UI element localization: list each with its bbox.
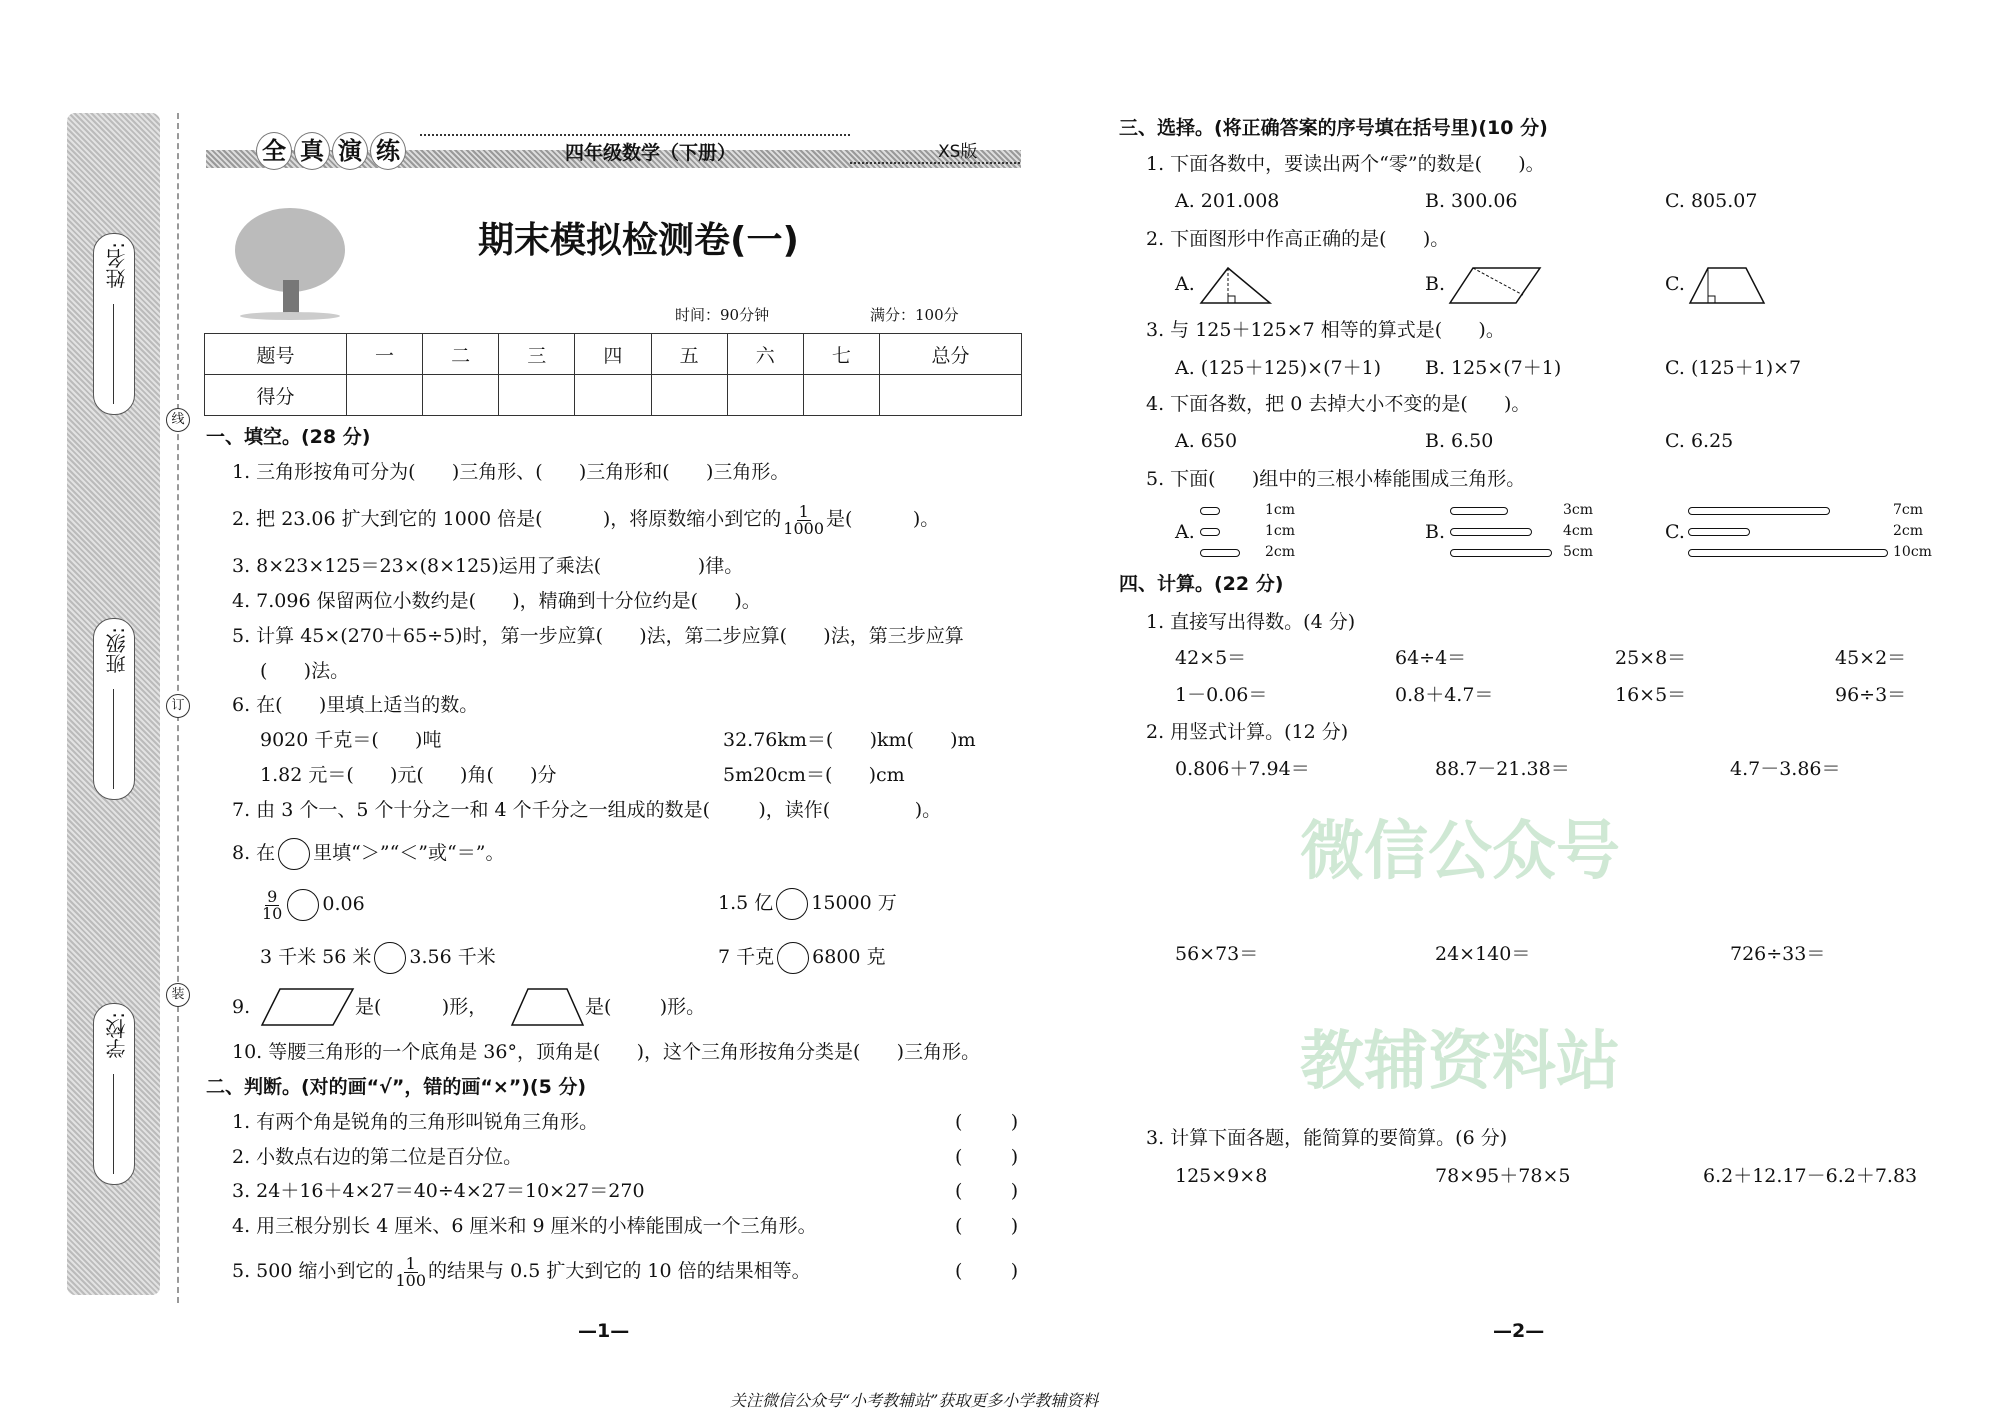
question: 1. 直接写出得数。(4 分)	[1146, 611, 1356, 633]
trapezoid-icon	[510, 987, 585, 1027]
judge-item: 5. 500 缩小到它的 $\frac{1}{100}$ 的结果与 0.5 扩大到它的 10 倍的结果相等。	[232, 1253, 811, 1290]
question: 5m20cm＝( )cm	[723, 764, 905, 786]
calc-item: 726÷33＝	[1730, 943, 1826, 965]
calc-item: 96÷3＝	[1835, 684, 1907, 706]
name-field[interactable]	[93, 233, 135, 415]
page-number: —1—	[578, 1320, 630, 1342]
question: 6. 在( )里填上适当的数。	[232, 694, 479, 716]
score-cell[interactable]	[651, 375, 727, 416]
bind-mark: 装	[166, 983, 190, 1007]
answer-paren[interactable]: ( )	[955, 1111, 1019, 1133]
option: B. 300.06	[1425, 190, 1518, 212]
calc-item: 16×5＝	[1615, 684, 1687, 706]
question: 2. 把 23.06 扩大到它的 1000 倍是( )，将原数缩小到它的 $\frac{1}{1000}$ 是( )。	[232, 501, 940, 538]
score-cell[interactable]	[727, 375, 803, 416]
score-cell[interactable]	[423, 375, 499, 416]
stick	[1688, 507, 1830, 515]
calc-item: 25×8＝	[1615, 647, 1687, 669]
cell: 总分	[879, 334, 1021, 375]
calc-item: 0.8＋4.7＝	[1395, 684, 1494, 706]
option: B. 125×(7＋1)	[1425, 357, 1562, 379]
calc-item: 24×140＝	[1435, 943, 1531, 965]
question: 3. 与 125＋125×7 相等的算式是( )。	[1146, 319, 1505, 341]
cell: 二	[423, 334, 499, 375]
bind-mark: 订	[166, 694, 190, 718]
calc-item: 88.7－21.38＝	[1435, 758, 1570, 780]
cell: 五	[651, 334, 727, 375]
judge-item: 3. 24＋16＋4×27＝40÷4×27＝10×27＝270	[232, 1180, 645, 1202]
triangle-height-figure	[1198, 265, 1273, 307]
stick-length: 10cm	[1893, 544, 1932, 560]
question: 4. 下面各数，把 0 去掉大小不变的是( )。	[1146, 393, 1531, 415]
judge-item: 1. 有两个角是锐角的三角形叫锐角三角形。	[232, 1111, 599, 1133]
calc-item: 6.2＋12.17－6.2＋7.83	[1703, 1165, 1918, 1187]
binding-sidebar	[67, 113, 160, 1295]
calc-item: 125×9×8	[1175, 1165, 1268, 1187]
question: 2. 下面图形中作高正确的是( )。	[1146, 228, 1450, 250]
answer-paren[interactable]: ( )	[955, 1180, 1019, 1202]
full-score: 满分：100分	[870, 306, 959, 324]
cell: 七	[803, 334, 879, 375]
edition: XS版	[938, 142, 978, 162]
watermark: 微信公众号	[1300, 815, 1620, 889]
calc-item: 42×5＝	[1175, 647, 1247, 669]
series-char: 全	[256, 132, 292, 170]
question: 8. 在 里填“＞”“＜”或“＝”。	[232, 836, 504, 870]
stick-length: 7cm	[1893, 502, 1924, 518]
score-cell[interactable]	[575, 375, 651, 416]
score-cell[interactable]	[803, 375, 879, 416]
option: B.	[1425, 521, 1446, 543]
stick-length: 2cm	[1265, 544, 1296, 560]
option: A.	[1175, 521, 1195, 543]
section-title: 三、选择。(将正确答案的序号填在括号里)(10 分)	[1119, 117, 1548, 139]
question: 1. 下面各数中，要读出两个“零”的数是( )。	[1146, 153, 1545, 175]
question: 32.76km＝( )km( )m	[723, 729, 976, 751]
option: A. (125＋125)×(7＋1)	[1175, 357, 1382, 379]
section-title: 一、填空。(28 分)	[206, 426, 371, 448]
question: 3. 8×23×125＝23×(8×125)运用了乘法( )律。	[232, 555, 744, 577]
judge-item: 4. 用三根分别长 4 厘米、6 厘米和 9 厘米的小棒能围成一个三角形。	[232, 1215, 817, 1237]
question: 5. 下面( )组中的三根小棒能围成三角形。	[1146, 468, 1526, 490]
page-number: —2—	[1493, 1320, 1545, 1342]
parallelogram-height-figure	[1448, 265, 1543, 307]
calc-item: 45×2＝	[1835, 647, 1907, 669]
question: 1.82 元＝( )元( )角( )分	[260, 764, 557, 786]
watermark: 教辅资料站	[1300, 1025, 1620, 1099]
score-cell[interactable]	[879, 375, 1021, 416]
stick	[1450, 549, 1552, 557]
series-char: 演	[332, 132, 368, 170]
compare-item: 3 千米 56 米 3.56 千米	[260, 940, 496, 974]
option: C. (125＋1)×7	[1665, 357, 1802, 379]
tree-illustration	[225, 200, 365, 320]
option: C.	[1665, 273, 1685, 295]
calc-item: 0.806＋7.94＝	[1175, 758, 1310, 780]
question: 10. 等腰三角形的一个底角是 36°，顶角是( )，这个三角形按角分类是( )三角形。	[232, 1041, 981, 1063]
option: A. 650	[1175, 430, 1238, 452]
score-table	[204, 333, 1022, 416]
option: B. 6.50	[1425, 430, 1494, 452]
header-dotted-line	[420, 134, 850, 136]
calc-item: 56×73＝	[1175, 943, 1259, 965]
calc-item: 64÷4＝	[1395, 647, 1467, 669]
cell: 一	[346, 334, 422, 375]
parallelogram-icon	[260, 987, 355, 1027]
stick-length: 1cm	[1265, 502, 1296, 518]
question: 9.	[232, 996, 251, 1018]
class-field[interactable]	[93, 618, 135, 800]
stick	[1200, 549, 1240, 557]
question: 5. 计算 45×(270＋65÷5)时，第一步应算( )法，第二步应算( )法，第三步应算	[232, 625, 964, 647]
book-title: 四年级数学（下册）	[565, 142, 737, 164]
option: B.	[1425, 273, 1446, 295]
series-char: 真	[294, 132, 330, 170]
question: 9020 千克＝( )吨	[260, 729, 442, 751]
option: C. 6.25	[1665, 430, 1734, 452]
question: ( )法。	[260, 660, 350, 682]
class-label: 班级:	[105, 627, 129, 674]
stick-length: 5cm	[1563, 544, 1594, 560]
question: 是( )形，	[355, 996, 488, 1018]
judge-item: 2. 小数点右边的第二位是百分位。	[232, 1146, 523, 1168]
option: A.	[1175, 273, 1195, 295]
section-title: 四、计算。(22 分)	[1119, 573, 1284, 595]
question: 4. 7.096 保留两位小数约是( )，精确到十分位约是( )。	[232, 590, 761, 612]
calc-item: 78×95＋78×5	[1435, 1165, 1571, 1187]
stick-length: 1cm	[1265, 523, 1296, 539]
stick	[1200, 507, 1220, 515]
score-cell[interactable]	[346, 375, 422, 416]
school-field[interactable]	[93, 1003, 135, 1185]
cell: 题号	[205, 334, 347, 375]
compare-item: $\frac{9}{10}$ 0.06	[262, 886, 365, 923]
option: A. 201.008	[1175, 190, 1280, 212]
footer-note: 关注微信公众号“小考教辅站”获取更多小学教辅资料	[730, 1391, 1099, 1410]
bind-mark: 线	[166, 408, 190, 432]
question: 是( )形。	[585, 996, 706, 1018]
header-dotted-line	[850, 162, 1020, 164]
time-limit: 时间：90分钟	[675, 306, 770, 324]
question: 7. 由 3 个一、5 个十分之一和 4 个千分之一组成的数是( )，读作( )。	[232, 799, 942, 821]
calc-item: 4.7－3.86＝	[1730, 758, 1841, 780]
stick	[1450, 528, 1532, 536]
option: C. 805.07	[1665, 190, 1758, 212]
compare-item: 7 千克 6800 克	[718, 940, 886, 974]
question: 1. 三角形按角可分为( )三角形、( )三角形和( )三角形。	[232, 461, 790, 483]
question: 3. 计算下面各题，能简算的要简算。(6 分)	[1146, 1127, 1508, 1149]
page-title: 期末模拟检测卷(一)	[478, 220, 799, 261]
score-cell[interactable]	[499, 375, 575, 416]
stick	[1688, 528, 1750, 536]
compare-item: 1.5 亿 15000 万	[718, 886, 897, 920]
cell: 三	[499, 334, 575, 375]
name-label: 姓名:	[105, 242, 129, 289]
stick	[1450, 507, 1508, 515]
stick-length: 4cm	[1563, 523, 1594, 539]
stick	[1200, 528, 1220, 536]
cell: 六	[727, 334, 803, 375]
stick-length: 2cm	[1893, 523, 1924, 539]
answer-paren[interactable]: ( )	[955, 1215, 1019, 1237]
calc-item: 1－0.06＝	[1175, 684, 1268, 706]
trapezoid-height-figure	[1688, 265, 1768, 307]
answer-paren[interactable]: ( )	[955, 1260, 1019, 1282]
stick-length: 3cm	[1563, 502, 1594, 518]
cell: 四	[575, 334, 651, 375]
answer-paren[interactable]: ( )	[955, 1146, 1019, 1168]
section-title: 二、判断。(对的画“√”，错的画“×”)(5 分)	[206, 1076, 587, 1098]
school-label: 学校:	[105, 1012, 129, 1059]
cell: 得分	[205, 375, 347, 416]
stick	[1688, 549, 1888, 557]
option: C.	[1665, 521, 1685, 543]
question: 2. 用竖式计算。(12 分)	[1146, 721, 1349, 743]
series-char: 练	[370, 132, 406, 170]
